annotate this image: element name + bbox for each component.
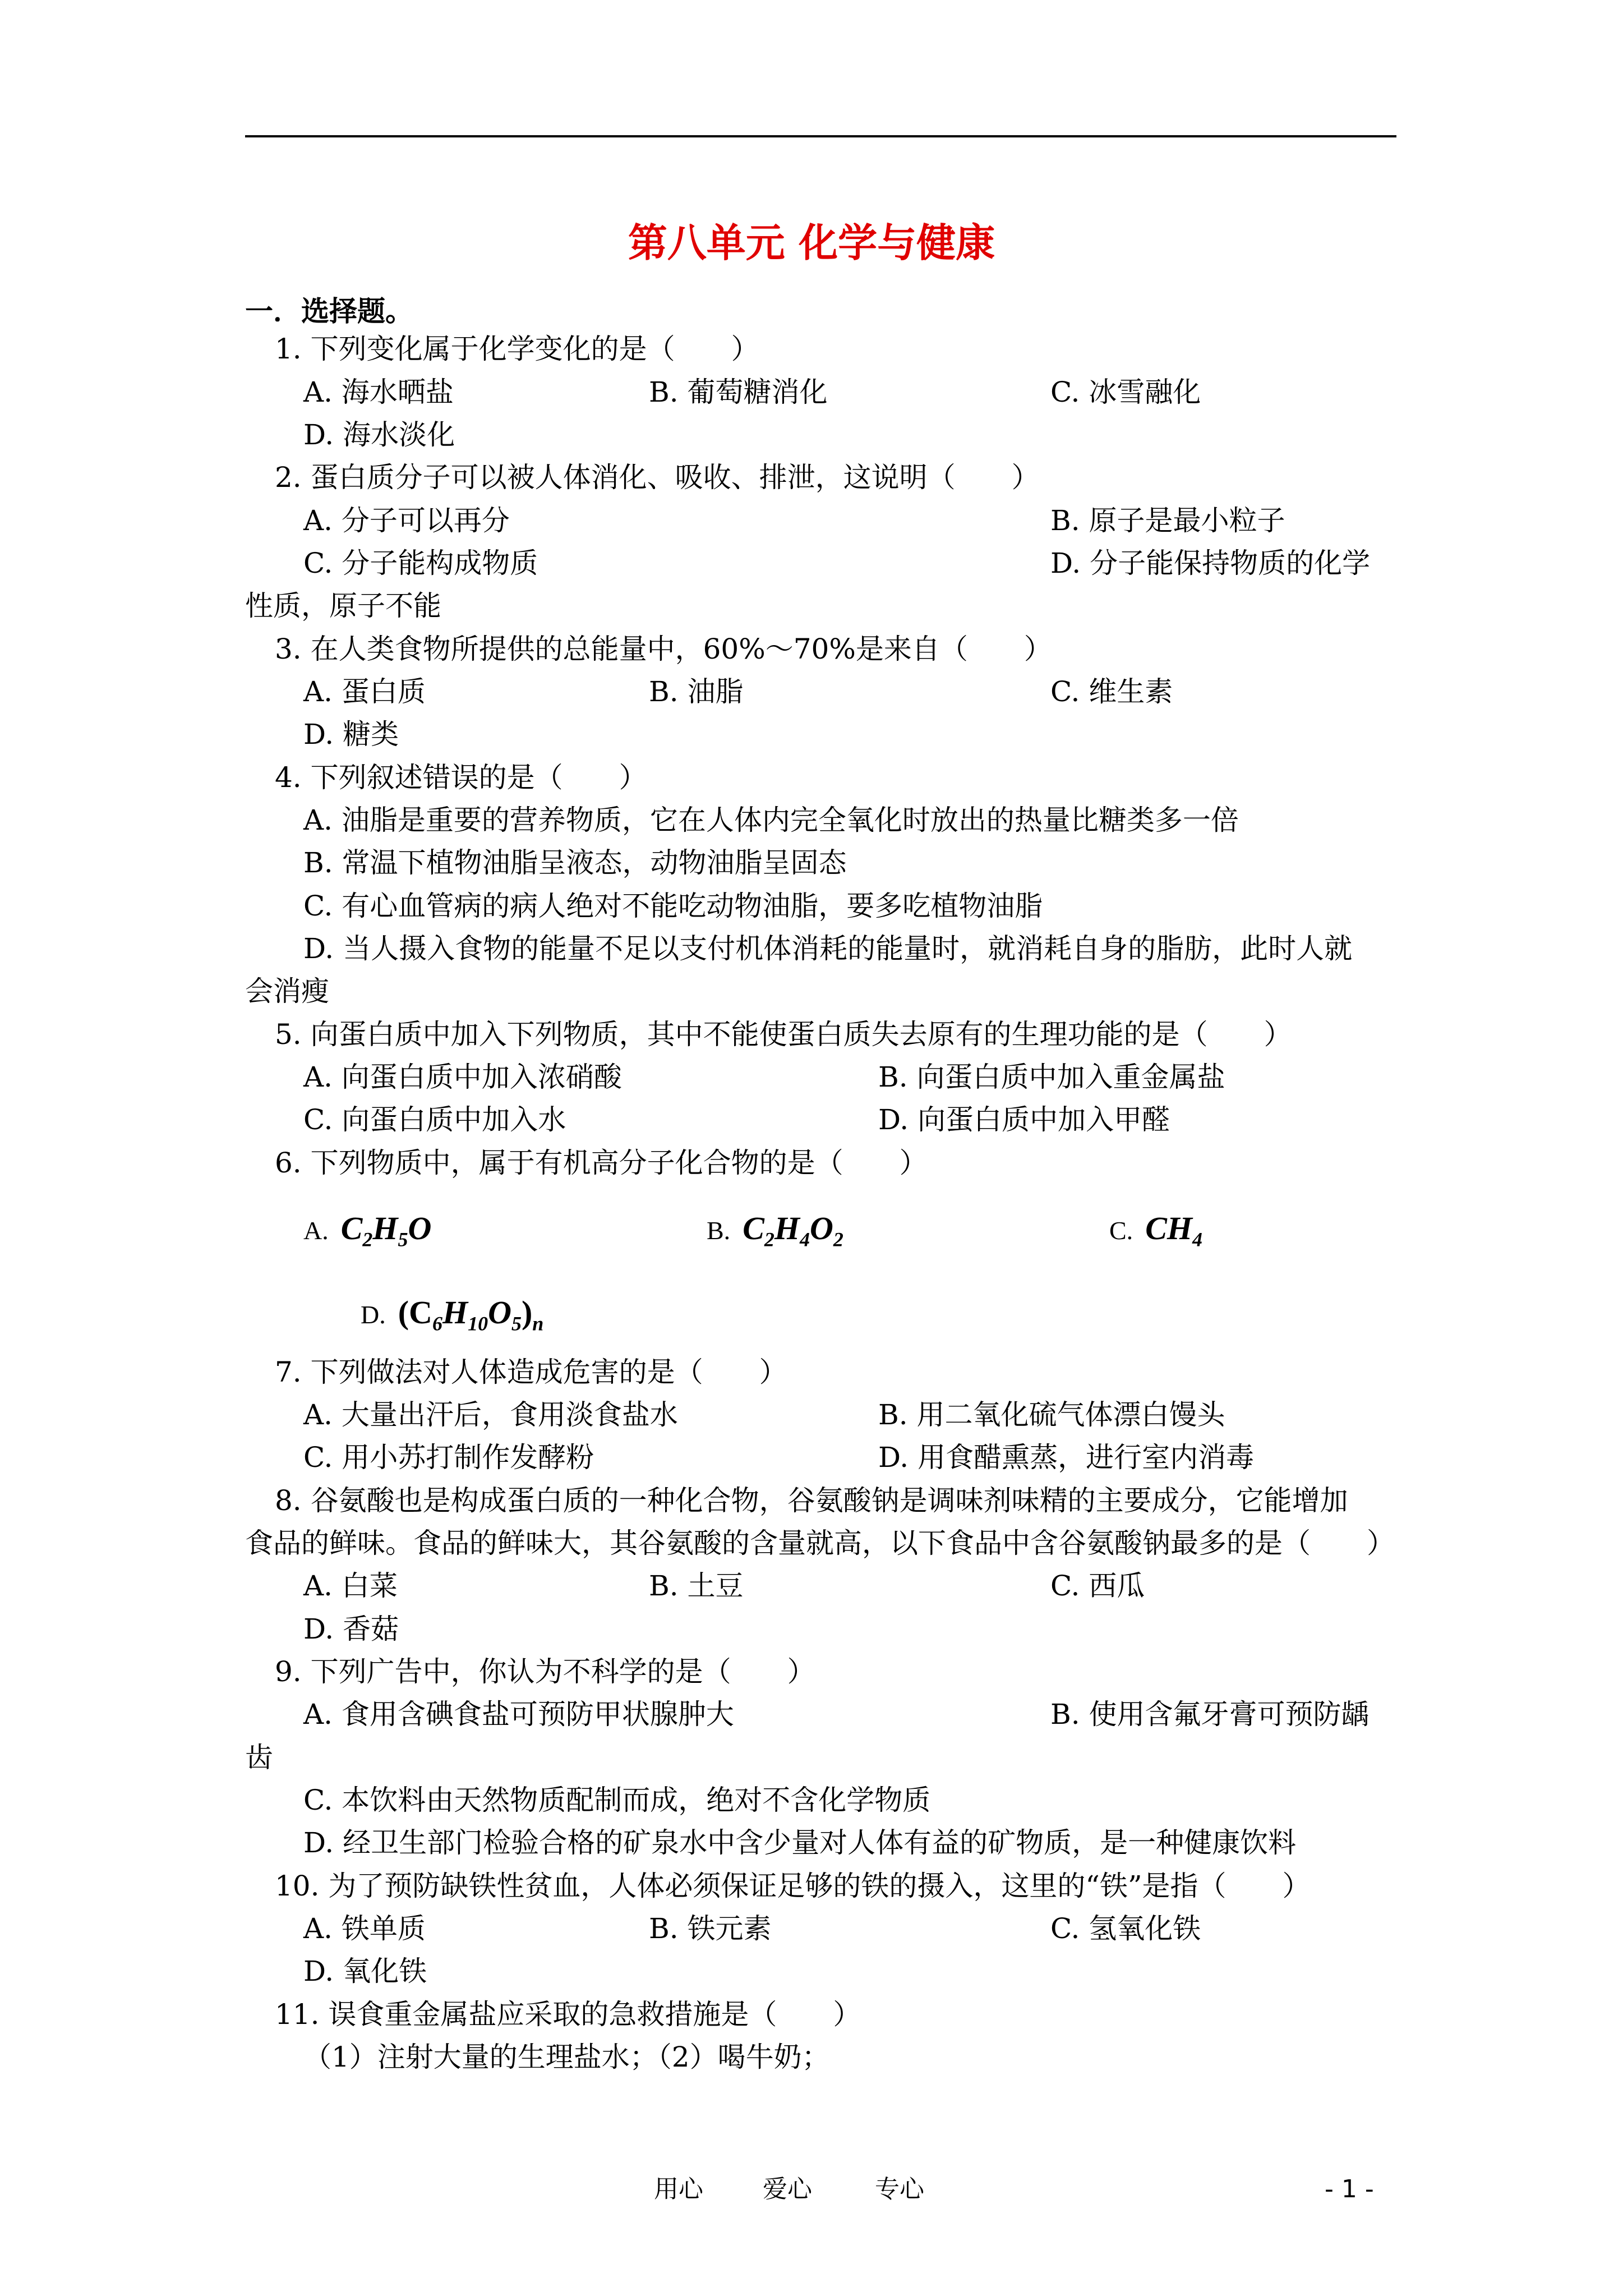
q9-option-a: A. 食用含碘食盐可预防甲状腺肿大 <box>303 1698 734 1731</box>
question-6: 6. 下列物质中，属于有机高分子化合物的是（ ） <box>275 1147 928 1179</box>
question-8-cont: 食品的鲜味。食品的鲜味大，其谷氨酸的含量就高，以下食品中含谷氨酸钠最多的是（ ） <box>245 1527 1395 1559</box>
q2-option-b: B. 原子是最小粒子 <box>1050 504 1285 537</box>
q9-option-b-cont: 齿 <box>245 1741 273 1774</box>
q1-option-a: A. 海水晒盐 <box>303 376 454 408</box>
formula-label: B. <box>707 1216 731 1245</box>
q5-option-a: A. 向蛋白质中加入浓硝酸 <box>303 1061 622 1093</box>
question-10: 10. 为了预防缺铁性贫血，人体必须保证足够的铁的摄入，这里的“铁”是指（ ） <box>275 1870 1311 1902</box>
q10-option-a: A. 铁单质 <box>303 1912 426 1945</box>
footer-word-2: 爱心 <box>763 2175 812 2203</box>
q7-option-b: B. 用二氧化硫气体漂白馒头 <box>878 1398 1225 1431</box>
q8-option-b: B. 土豆 <box>649 1570 744 1602</box>
q5-option-d: D. 向蛋白质中加入甲醛 <box>878 1103 1170 1136</box>
q5-option-b: B. 向蛋白质中加入重金属盐 <box>878 1061 1225 1093</box>
q4-option-b: B. 常温下植物油脂呈液态，动物油脂呈固态 <box>303 846 847 879</box>
question-9: 9. 下列广告中，你认为不科学的是（ ） <box>275 1655 815 1688</box>
q8-option-c: C. 西瓜 <box>1050 1570 1145 1602</box>
page-title: 第八单元 化学与健康 <box>628 220 995 266</box>
header-rule <box>245 135 1396 137</box>
q10-option-c: C. 氢氧化铁 <box>1050 1912 1201 1945</box>
q11-detail: （1）注射大量的生理盐水；（2）喝牛奶； <box>303 2041 830 2073</box>
q4-option-c: C. 有心血管病的病人绝对不能吃动物油脂，要多吃植物油脂 <box>303 890 1043 922</box>
q2-option-d-cont: 性质，原子不能 <box>245 590 441 622</box>
question-5: 5. 向蛋白质中加入下列物质，其中不能使蛋白质失去原有的生理功能的是（ ） <box>275 1018 1292 1051</box>
question-1: 1. 下列变化属于化学变化的是（ ） <box>275 333 759 365</box>
q10-option-b: B. 铁元素 <box>649 1912 772 1945</box>
q1-option-b: B. 葡萄糖消化 <box>649 376 828 408</box>
question-7: 7. 下列做法对人体造成危害的是（ ） <box>275 1356 787 1388</box>
q3-option-d: D. 糖类 <box>303 718 399 751</box>
question-11: 11. 误食重金属盐应采取的急救措施是（ ） <box>275 1998 861 2031</box>
q8-option-a: A. 白菜 <box>303 1570 398 1602</box>
formula-label: C. <box>1109 1216 1133 1245</box>
page-number: - 1 - <box>1325 2175 1374 2203</box>
q4-option-d-cont: 会消瘦 <box>245 975 329 1007</box>
q9-option-c: C. 本饮料由天然物质配制而成，绝对不含化学物质 <box>303 1784 931 1816</box>
q2-option-a: A. 分子可以再分 <box>303 504 510 537</box>
q6-option-d: D. $(C_6H_{10}O_5)_n$ <box>361 1294 544 1335</box>
q3-option-c: C. 维生素 <box>1050 675 1173 708</box>
q8-option-d: D. 香菇 <box>303 1613 399 1645</box>
question-4: 4. 下列叙述错误的是（ ） <box>275 761 647 794</box>
question-3: 3. 在人类食物所提供的总能量中，60%～70%是来自（ ） <box>275 633 1052 665</box>
q3-option-b: B. 油脂 <box>649 675 744 708</box>
q2-option-d: D. 分子能保持物质的化学 <box>1050 547 1371 579</box>
question-8: 8. 谷氨酸也是构成蛋白质的一种化合物，谷氨酸钠是调味剂味精的主要成分，它能增加 <box>275 1484 1348 1517</box>
q2-option-c: C. 分子能构成物质 <box>303 547 538 579</box>
q1-option-d: D. 海水淡化 <box>303 418 455 451</box>
q7-option-d: D. 用食醋熏蒸，进行室内消毒 <box>878 1441 1255 1474</box>
q4-option-a: A. 油脂是重要的营养物质，它在人体内完全氧化时放出的热量比糖类多一倍 <box>303 804 1239 836</box>
formula-label: D. <box>361 1300 386 1329</box>
q5-option-c: C. 向蛋白质中加入水 <box>303 1103 566 1136</box>
footer-word-3: 专心 <box>875 2175 924 2203</box>
q9-option-d: D. 经卫生部门检验合格的矿泉水中含少量对人体有益的矿物质，是一种健康饮料 <box>303 1826 1297 1859</box>
q10-option-d: D. 氧化铁 <box>303 1955 427 1987</box>
q6-option-c: C. $CH_4$ <box>1109 1210 1202 1251</box>
q6-option-a: A. $C_2H_5O$ <box>303 1210 432 1251</box>
footer-word-1: 用心 <box>654 2175 703 2203</box>
q1-option-c: C. 冰雪融化 <box>1050 376 1201 408</box>
q4-option-d: D. 当人摄入食物的能量不足以支付机体消耗的能量时，就消耗自身的脂肪，此时人就 <box>303 932 1353 965</box>
q6-option-b: B. $C_2H_4O_2$ <box>707 1210 843 1251</box>
question-2: 2. 蛋白质分子可以被人体消化、吸收、排泄，这说明（ ） <box>275 461 1040 494</box>
q9-option-b: B. 使用含氟牙膏可预防龋 <box>1050 1698 1370 1731</box>
formula-label: A. <box>303 1216 329 1245</box>
section-heading: 一．选择题。 <box>245 295 413 328</box>
q7-option-c: C. 用小苏打制作发酵粉 <box>303 1441 594 1474</box>
q7-option-a: A. 大量出汗后，食用淡食盐水 <box>303 1398 678 1431</box>
q3-option-a: A. 蛋白质 <box>303 675 426 708</box>
